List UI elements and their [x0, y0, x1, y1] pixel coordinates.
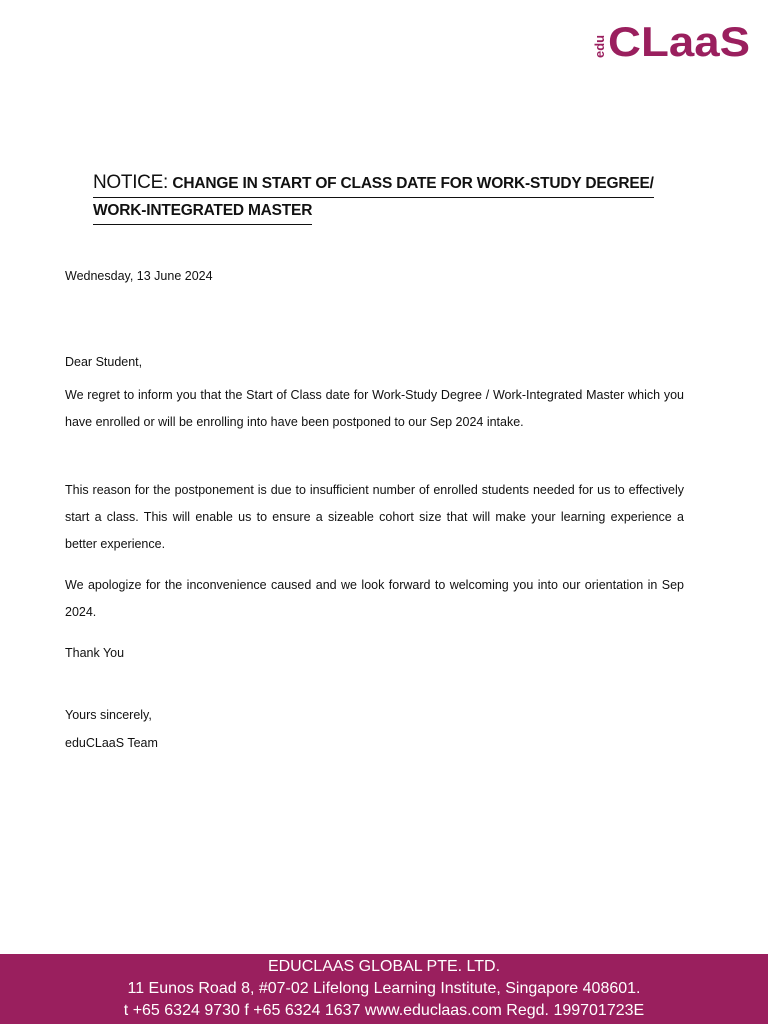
- title-line-1: [93, 170, 654, 198]
- greeting: Dear Student,: [65, 355, 143, 369]
- closing-line: Yours sincerely,: [65, 708, 152, 722]
- educlaas-logo: [590, 12, 752, 60]
- title-text-line-2: WORK-INTEGRATED MASTER: [93, 202, 313, 219]
- title-line-2: [93, 198, 312, 225]
- footer-address: 11 Eunos Road 8, #07-02 Lifelong Learning Institute, Singapore 408601.: [127, 980, 641, 997]
- title-text-line-1: CHANGE IN START OF CLASS DATE FOR WORK-STUDY DEGREE/: [172, 175, 654, 192]
- footer-company: EDUCLAAS GLOBAL PTE. LTD.: [267, 958, 501, 975]
- logo-edu-text: edu: [592, 34, 607, 58]
- logo-claas-text: CLaaS: [608, 18, 750, 60]
- thanks-line: Thank You: [65, 646, 125, 660]
- footer-contact: t +65 6324 9730 f +65 6324 1637 www.educlaas.com Regd. 199701723E: [123, 1002, 645, 1019]
- paragraph: We regret to inform you that the Start of Class date for Work-Study Degree / Work-Integrated Master which you have enrolled or will be enrolling into have been postponed to our Sep 2024 intake.: [65, 388, 684, 429]
- letter-date: Wednesday, 13 June 2024: [65, 269, 213, 283]
- paragraph: We apologize for the inconvenience caused and we look forward to welcoming you into our orientation in Sep 2024.: [65, 578, 684, 619]
- notice-label: NOTICE:: [93, 172, 168, 193]
- footer: [0, 954, 768, 1024]
- signature: eduCLaaS Team: [65, 736, 158, 750]
- notice-title: [93, 170, 713, 225]
- paragraph: This reason for the postponement is due to insufficient number of enrolled students needed for us to effectively start a class. This will enable us to ensure a sizeable cohort size that will make your learning experience a better experience.: [65, 483, 684, 551]
